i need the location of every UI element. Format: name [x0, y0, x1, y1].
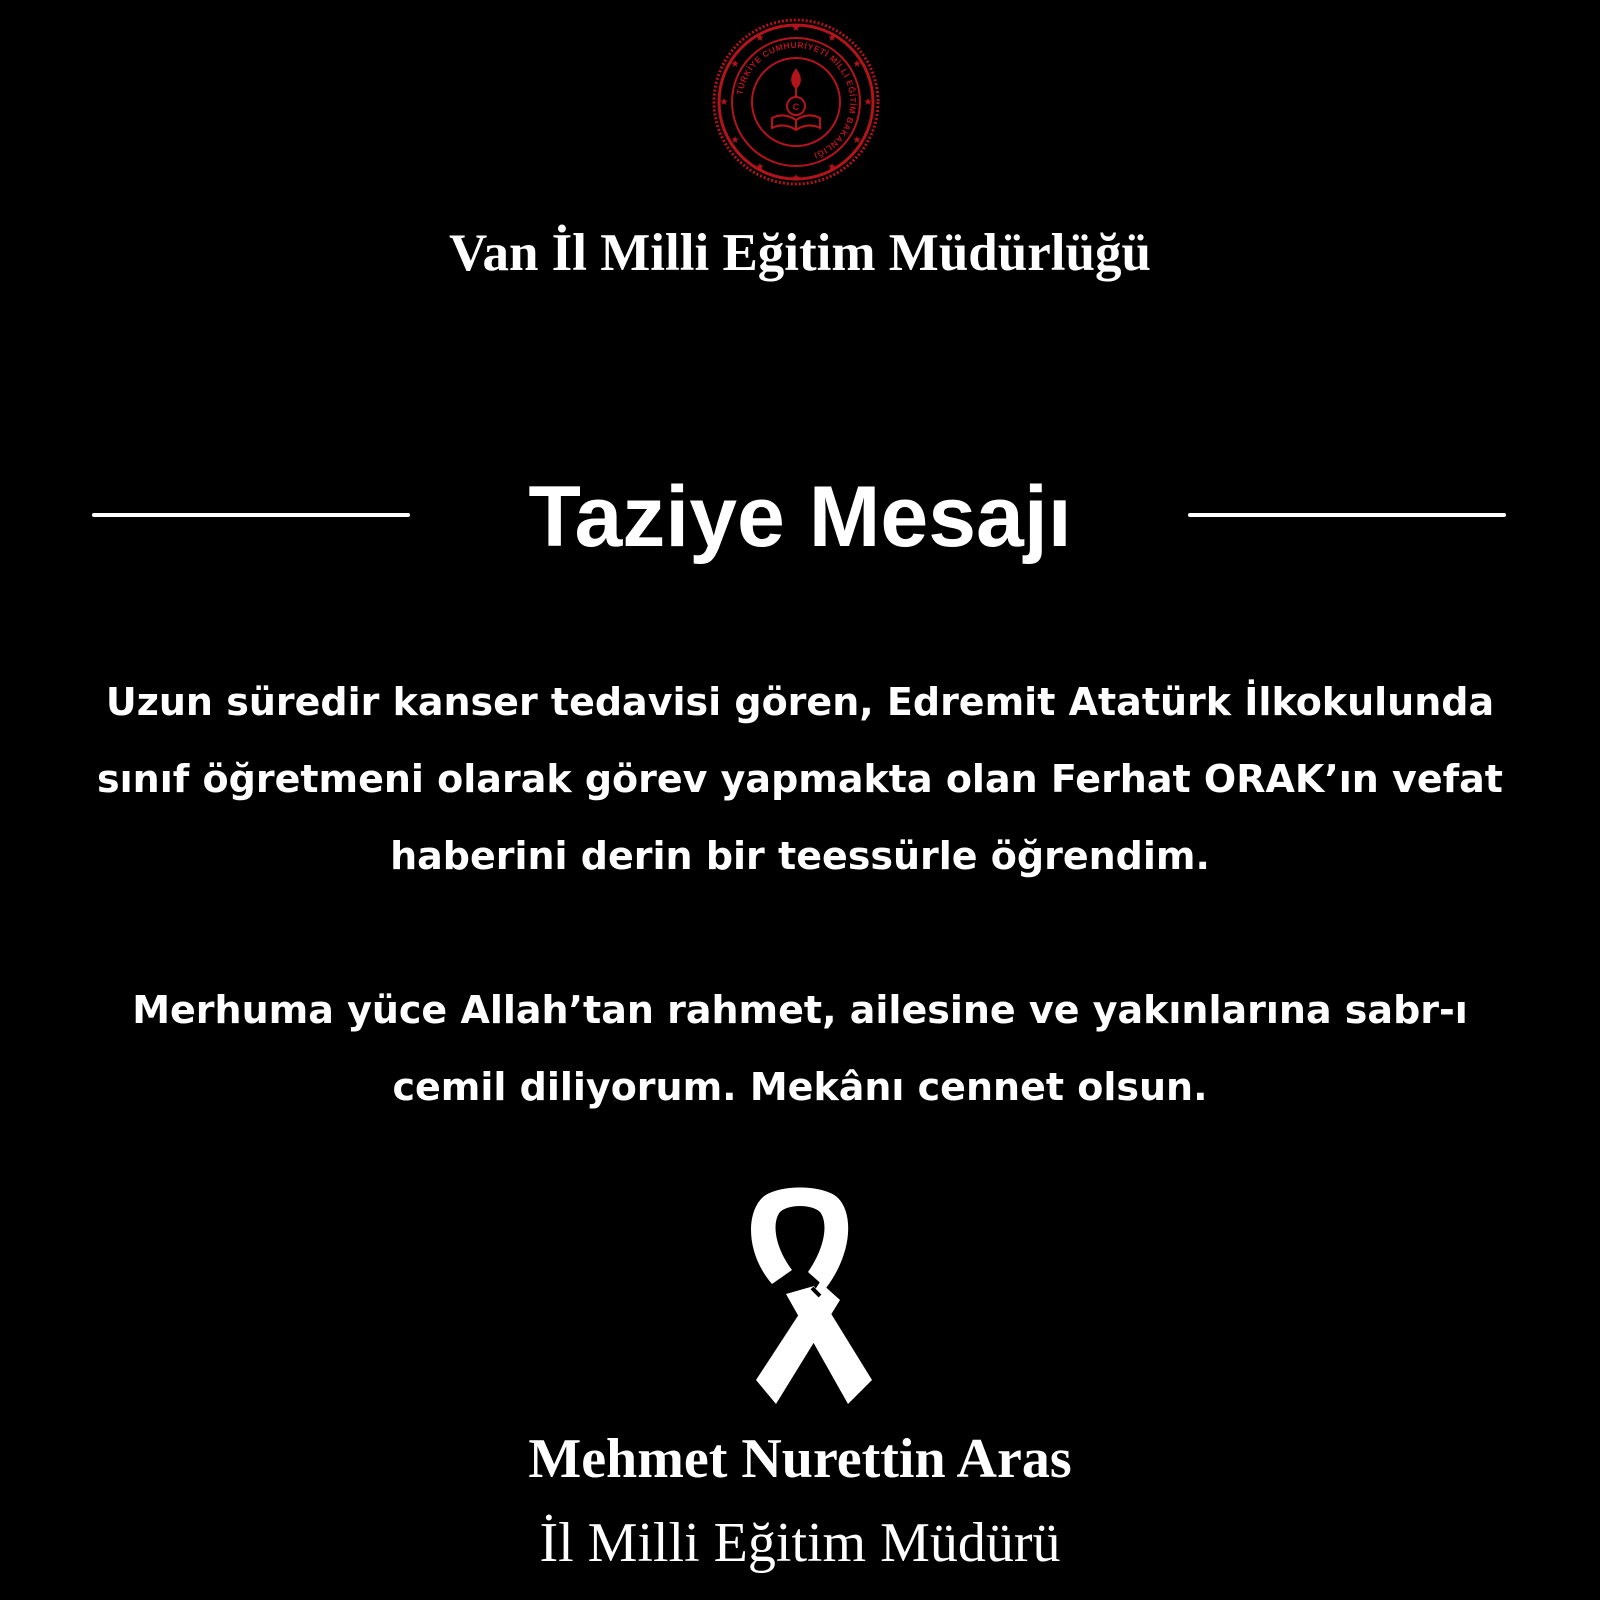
svg-text:★: ★ [719, 97, 729, 108]
mourning-ribbon [716, 1184, 884, 1404]
svg-text:★: ★ [852, 59, 862, 70]
message-line: Uzun süredir kanser tedavisi gören, Edremit Atatürk İlkokulunda [105, 680, 1495, 724]
message-line: haberini derin bir teessürle öğrendim. [390, 834, 1210, 878]
message-paragraph-1 [40, 664, 1560, 895]
svg-text:★: ★ [852, 135, 862, 146]
svg-text:★: ★ [791, 23, 801, 34]
message-paragraph-2 [40, 972, 1560, 1126]
svg-text:C: C [792, 102, 800, 112]
svg-text:★: ★ [863, 97, 873, 108]
svg-text:★: ★ [827, 162, 837, 173]
signer-role: İl Milli Eğitim Müdürü [539, 1512, 1061, 1574]
ministry-of-education-seal-icon [712, 18, 880, 186]
title-rule-right [1188, 513, 1506, 517]
svg-text:★: ★ [730, 59, 740, 70]
svg-text:★: ★ [730, 135, 740, 146]
page-title: Taziye Mesajı [528, 469, 1072, 565]
message-line: sınıf öğretmeni olarak görev yapmakta olan Ferhat ORAK’ın vefat [97, 757, 1503, 801]
svg-text:★: ★ [755, 33, 765, 44]
svg-text:★: ★ [755, 162, 765, 173]
ministry-seal-logo [712, 18, 880, 186]
svg-text:★: ★ [791, 173, 801, 184]
mourning-ribbon-icon [716, 1184, 884, 1404]
institution-title: Van İl Milli Eğitim Müdürlüğü [449, 224, 1151, 282]
signer-name: Mehmet Nurettin Aras [528, 1428, 1072, 1490]
message-line: Merhuma yüce Allah’tan rahmet, ailesine ve yakınlarına sabr-ı [132, 988, 1468, 1032]
message-line: cemil diliyorum. Mekânı cennet olsun. [392, 1065, 1208, 1109]
svg-text:★: ★ [827, 33, 837, 44]
title-row [0, 462, 1600, 572]
seal-ring-text: TÜRKİYE CUMHURİYETİ MİLLİ EĞİTİM BAKANLIĞI [734, 39, 859, 161]
